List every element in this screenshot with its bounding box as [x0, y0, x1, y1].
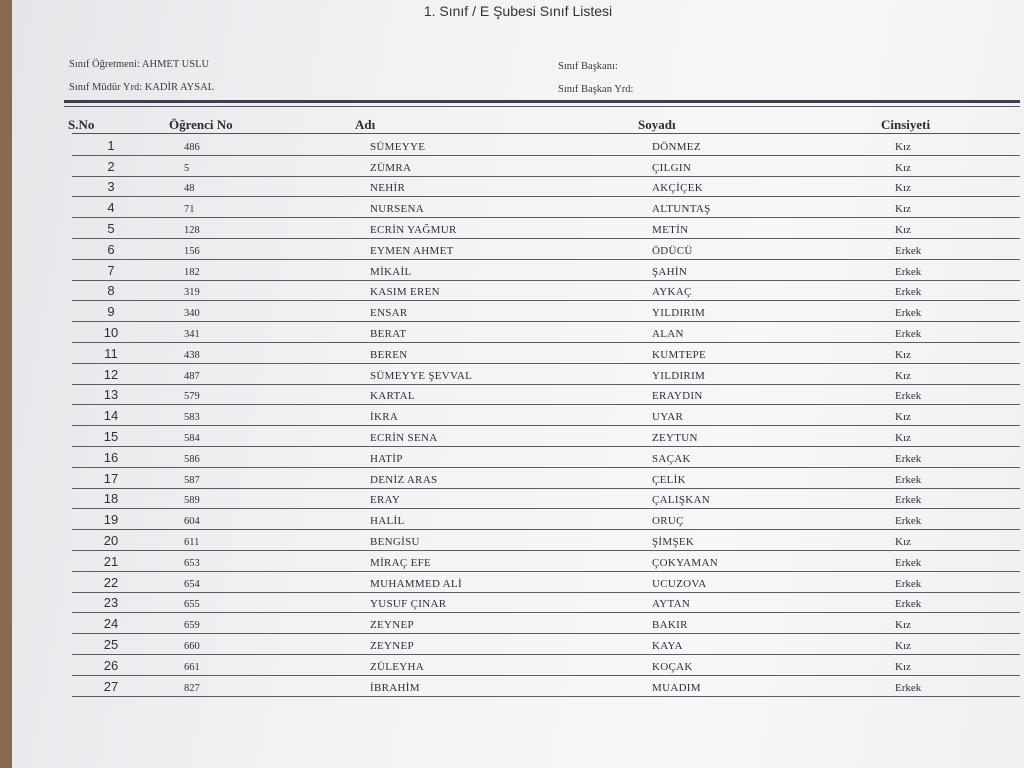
- cell-sno: 22: [103, 574, 119, 590]
- cell-student-no: 604: [184, 516, 200, 528]
- cell-sno: 20: [103, 532, 119, 548]
- cell-gender: Erkek: [895, 307, 922, 320]
- cell-surname: ÇELİK: [652, 473, 686, 486]
- vice-principal: Sınıf Müdür Yrd: KADİR AYSAL: [69, 82, 215, 93]
- cell-name: SÜMEYYE: [370, 140, 426, 153]
- table-row: [72, 155, 1020, 177]
- cell-sno: 10: [103, 324, 119, 340]
- cell-surname: ALAN: [652, 327, 684, 340]
- cell-surname: ÇALIŞKAN: [652, 494, 711, 507]
- cell-gender: Kız: [895, 182, 911, 195]
- cell-gender: Erkek: [895, 515, 922, 528]
- table-row: [72, 134, 1020, 156]
- cell-name: İBRAHİM: [370, 681, 420, 694]
- cell-sno: 19: [103, 512, 119, 528]
- cell-gender: Erkek: [895, 244, 922, 257]
- cell-surname: KOÇAK: [652, 660, 693, 673]
- cell-sno: 21: [103, 553, 119, 569]
- cell-name: HATİP: [370, 452, 403, 465]
- cell-sno: 23: [103, 595, 119, 611]
- cell-sno: 25: [103, 636, 119, 652]
- table-row: [72, 654, 1020, 676]
- table-row: [72, 342, 1020, 364]
- cell-name: DENİZ ARAS: [370, 473, 438, 486]
- cell-surname: ALTUNTAŞ: [652, 203, 711, 216]
- cell-gender: Erkek: [895, 556, 922, 569]
- table-row: [72, 259, 1020, 281]
- cell-student-no: 5: [184, 162, 190, 174]
- cell-name: NEHİR: [370, 182, 406, 195]
- cell-student-no: 659: [184, 620, 200, 632]
- cell-student-no: 48: [184, 183, 195, 195]
- table-row: [72, 217, 1020, 239]
- cell-name: ZEYNEP: [370, 639, 414, 652]
- table-row: [72, 196, 1020, 218]
- table-row: [72, 280, 1020, 302]
- cell-student-no: 71: [184, 204, 195, 216]
- table-row: [72, 508, 1020, 530]
- cell-name: ENSAR: [370, 307, 408, 320]
- cell-name: YUSUF ÇINAR: [370, 598, 447, 611]
- cell-gender: Kız: [895, 223, 911, 236]
- cell-student-no: 611: [184, 536, 200, 548]
- cell-student-no: 340: [184, 308, 200, 320]
- table-row: [72, 467, 1020, 489]
- cell-name: MİKAİL: [370, 265, 412, 278]
- class-vice-president: Sınıf Başkan Yrd:: [558, 84, 634, 95]
- cell-student-no: 487: [184, 370, 200, 382]
- cell-gender: Kız: [895, 639, 911, 652]
- class-teacher: Sınıf Öğretmeni: AHMET USLU: [69, 59, 210, 70]
- table-row: [72, 238, 1020, 260]
- table-row: [72, 176, 1020, 198]
- cell-name: BERAT: [370, 327, 407, 340]
- cell-sno: 1: [107, 137, 115, 153]
- cell-name: ECRİN SENA: [370, 431, 438, 444]
- cell-name: KASIM EREN: [370, 286, 440, 299]
- cell-student-no: 156: [184, 245, 200, 257]
- cell-name: BENGİSU: [370, 535, 420, 548]
- cell-sno: 26: [103, 657, 119, 673]
- cell-student-no: 584: [184, 432, 200, 444]
- cell-surname: BAKIR: [652, 619, 688, 632]
- cell-sno: 16: [103, 449, 119, 465]
- cell-gender: Erkek: [895, 598, 922, 611]
- cell-gender: Erkek: [895, 390, 922, 403]
- cell-sno: 13: [103, 387, 119, 403]
- cell-sno: 4: [107, 200, 115, 216]
- table-row: [72, 300, 1020, 322]
- cell-surname: ÇILGIN: [652, 161, 692, 174]
- cell-sno: 11: [104, 345, 118, 361]
- cell-gender: Erkek: [895, 265, 922, 278]
- header-rule-thick: [64, 100, 1020, 103]
- cell-gender: Kız: [895, 348, 911, 361]
- cell-surname: ÖDÜCÜ: [652, 244, 693, 257]
- table-row: [72, 592, 1020, 614]
- cell-student-no: 654: [184, 578, 200, 590]
- cell-name: HALİL: [370, 515, 405, 528]
- cell-surname: MUADIM: [652, 681, 701, 694]
- cell-student-no: 319: [184, 287, 200, 299]
- cell-surname: AYTAN: [652, 598, 691, 611]
- cell-gender: Kız: [895, 161, 911, 174]
- col-header-student-no: Öğrenci No: [169, 117, 233, 132]
- cell-surname: METİN: [652, 223, 689, 236]
- cell-gender: Kız: [895, 660, 911, 673]
- cell-gender: Erkek: [895, 494, 922, 507]
- cell-name: ZÜLEYHA: [370, 660, 425, 673]
- col-header-name: Adı: [355, 117, 376, 132]
- cell-student-no: 655: [184, 599, 200, 611]
- cell-surname: AKÇİÇEK: [652, 182, 703, 195]
- class-president: Sınıf Başkanı:: [558, 61, 618, 72]
- cell-gender: Erkek: [895, 681, 922, 694]
- document-page: [12, 0, 1024, 768]
- cell-sno: 8: [107, 283, 115, 299]
- cell-name: MUHAMMED ALİ: [370, 577, 462, 590]
- cell-name: EYMEN AHMET: [370, 244, 454, 257]
- cell-sno: 12: [103, 366, 119, 382]
- table-row: [72, 404, 1020, 426]
- cell-student-no: 827: [184, 682, 200, 694]
- cell-sno: 9: [107, 304, 115, 320]
- cell-sno: 24: [103, 616, 119, 632]
- cell-student-no: 341: [184, 328, 200, 340]
- table-row: [72, 384, 1020, 406]
- table-row: [72, 321, 1020, 343]
- table-row: [72, 612, 1020, 634]
- cell-student-no: 438: [184, 349, 200, 361]
- cell-surname: UCUZOVA: [652, 577, 707, 590]
- header-rule-thin: [64, 106, 1020, 107]
- cell-student-no: 486: [184, 141, 200, 153]
- table-row: [72, 446, 1020, 468]
- col-header-gender: Cinsiyeti: [881, 117, 931, 132]
- cell-name: MİRAÇ EFE: [370, 556, 432, 569]
- cell-name: ZEYNEP: [370, 619, 414, 632]
- table-row: [72, 425, 1020, 447]
- cell-gender: Erkek: [895, 452, 922, 465]
- cell-name: BEREN: [370, 348, 408, 361]
- cell-surname: AYKAÇ: [652, 286, 692, 299]
- cell-student-no: 583: [184, 412, 200, 424]
- cell-student-no: 653: [184, 557, 200, 569]
- cell-name: NURSENA: [370, 203, 425, 216]
- cell-surname: DÖNMEZ: [652, 140, 701, 153]
- cell-student-no: 661: [184, 661, 200, 673]
- cell-name: ECRİN YAĞMUR: [370, 223, 457, 236]
- cell-sno: 6: [107, 241, 115, 257]
- cell-student-no: 660: [184, 640, 200, 652]
- cell-sno: 5: [107, 220, 115, 236]
- cell-gender: Erkek: [895, 577, 922, 590]
- cell-name: SÜMEYYE ŞEVVAL: [370, 369, 473, 382]
- cell-gender: Kız: [895, 203, 911, 216]
- table-row: [72, 633, 1020, 655]
- cell-surname: ÇOKYAMAN: [652, 556, 718, 569]
- cell-surname: SAÇAK: [652, 452, 691, 465]
- cell-surname: ORUÇ: [652, 515, 684, 528]
- table-row: [72, 363, 1020, 385]
- cell-sno: 27: [103, 678, 119, 694]
- cell-sno: 7: [107, 262, 115, 278]
- cell-name: ERAY: [370, 494, 401, 507]
- page-title: 1. Sınıf / E Şubesi Sınıf Listesi: [423, 3, 613, 19]
- cell-gender: Erkek: [895, 473, 922, 486]
- cell-gender: Kız: [895, 431, 911, 444]
- cell-surname: YILDIRIM: [652, 307, 706, 320]
- cell-gender: Erkek: [895, 286, 922, 299]
- table-row: [72, 529, 1020, 551]
- cell-name: İKRA: [370, 411, 399, 424]
- cell-gender: Kız: [895, 535, 911, 548]
- cell-gender: Erkek: [895, 327, 922, 340]
- cell-sno: 17: [103, 470, 119, 486]
- cell-gender: Kız: [895, 140, 911, 153]
- cell-name: ZÜMRA: [370, 161, 412, 174]
- cell-sno: 3: [107, 179, 115, 195]
- table-row: [72, 571, 1020, 593]
- cell-student-no: 128: [184, 224, 200, 236]
- table-row: [72, 488, 1020, 510]
- cell-surname: ŞİMŞEK: [652, 535, 695, 548]
- col-header-sno: S.No: [68, 117, 95, 132]
- cell-student-no: 579: [184, 391, 200, 403]
- cell-student-no: 587: [184, 474, 200, 486]
- cell-surname: KUMTEPE: [652, 348, 707, 361]
- cell-name: KARTAL: [370, 390, 415, 403]
- cell-sno: 18: [103, 491, 119, 507]
- cell-sno: 2: [107, 158, 115, 174]
- table-row: [72, 550, 1020, 572]
- cell-gender: Kız: [895, 369, 911, 382]
- cell-surname: ŞAHİN: [652, 265, 688, 278]
- cell-surname: YILDIRIM: [652, 369, 706, 382]
- cell-sno: 15: [103, 428, 119, 444]
- cell-surname: UYAR: [652, 411, 684, 424]
- cell-student-no: 589: [184, 495, 200, 507]
- cell-student-no: 586: [184, 453, 200, 465]
- col-header-surname: Soyadı: [638, 117, 676, 132]
- cell-surname: ZEYTUN: [652, 431, 698, 444]
- cell-student-no: 182: [184, 266, 200, 278]
- cell-sno: 14: [103, 408, 119, 424]
- cell-gender: Kız: [895, 619, 911, 632]
- cell-surname: ERAYDIN: [652, 390, 703, 403]
- cell-gender: Kız: [895, 411, 911, 424]
- table-row: [72, 675, 1020, 697]
- cell-surname: KAYA: [652, 639, 683, 652]
